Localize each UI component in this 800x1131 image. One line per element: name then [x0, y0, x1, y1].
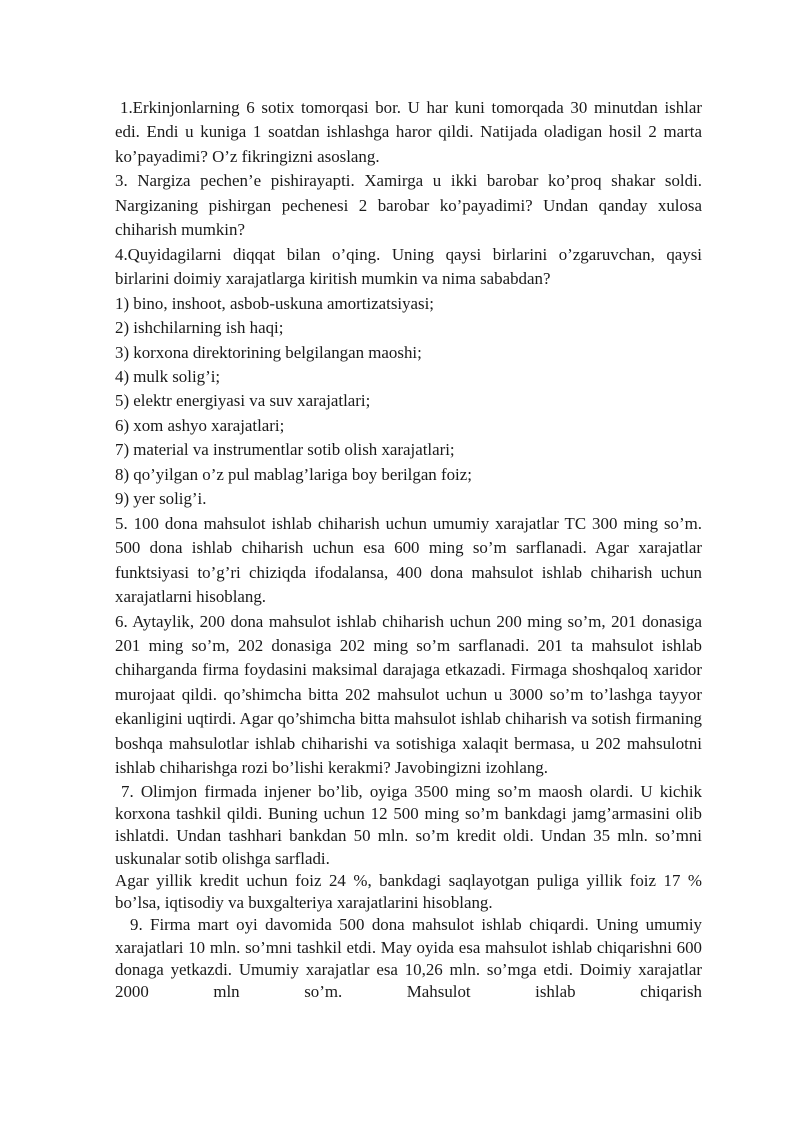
section-lower: [115, 781, 702, 1004]
paragraph-task-3: 3. Nargiza pechen’e pishirayapti. Xamirga u ikki barobar ko’proq shakar soldi. Nargizaning pishirgan pechenesi 2 barobar ko’payadimi? Undan qanday xulosa chiharish mumkin?: [115, 171, 702, 240]
paragraph-task-5: 5. 100 dona mahsulot ishlab chiharish uchun umumiy xarajatlar TC 300 ming so’m. 500 dona ishlab chiharish uchun esa 600 ming so’m sarflanadi. Agar xarajatlar funktsiyasi to’g’ri chiziqda ifodalansa, 400 dona mahsulot ishlab chiharish uchun xarajatlarni hisoblang.: [115, 513, 702, 607]
list-item-9: 9) yer solig’i.: [115, 489, 207, 509]
list-item-7: 7) material va instrumentlar sotib olish xarajatlari;: [115, 440, 455, 460]
section-upper: [115, 96, 702, 781]
paragraph-task-7-question: Agar yillik kredit uchun foiz 24 %, bankdagi saqlayotgan puliga yillik foiz 17 % bo’lsa, iqtisodiy va buxgalteriya xarajatlarini hisoblang.: [115, 870, 702, 913]
list-item-2: 2) ishchilarning ish haqi;: [115, 318, 284, 338]
list-item-5: 5) elektr energiyasi va suv xarajatlari;: [115, 391, 371, 411]
paragraph-task-9: 9. Firma mart oyi davomida 500 dona mahsulot ishlab chiqardi. Uning umumiy xarajatlari 10 mln. so’mni tashkil etdi. May oyida esa mahsulot ishlab chiqarishni 600 donaga yetkazdi. Umumiy xarajatlar esa 10,26 mln. so’mga etdi. Doimiy xarajatlar 2000 mln so’m. Mahsulot ishlab chiqarish: [115, 915, 702, 1002]
list-item-6: 6) xom ashyo xarajatlari;: [115, 415, 285, 435]
list-item-8: 8) qo’yilgan o’z pul mablag’lariga boy berilgan foiz;: [115, 464, 472, 484]
list-item-4: 4) mulk solig’i;: [115, 366, 221, 386]
paragraph-task-6: 6. Aytaylik, 200 dona mahsulot ishlab chiharish uchun 200 ming so’m, 201 donasiga 201 ming so’m, 202 donasiga 202 ming so’m sarflanadi. 201 ta mahsulot ishlab chiharganda firma foydasini maksimal darajaga etkazadi. Firmaga shoshqaloq xaridor murojaat qildi. qo’shimcha bitta 202 mahsulot uchun u 3000 so’m to’lashga tayyor ekanligini uqtirdi. Agar qo’shimcha bitta mahsulot ishlab chiharish va sotish firmaning boshqa mahsulotlar ishlab chiharishi va sotishiga xalaqit bermasa, u 202 mahsulotni ishlab chiharishga rozi bo’lishi kerakmi? Javobingizni izohlang.: [115, 611, 702, 778]
paragraph-task-4: 4.Quyidagilarni diqqat bilan o’qing. Uning qaysi birlarini o’zgaruvchan, qaysi birlarini doimiy xarajatlarga kiritish mumkin va nima sababdan?: [115, 244, 702, 289]
document-page: [115, 96, 702, 1004]
paragraph-task-7: 7. Olimjon firmada injener bo’lib, oyiga 3500 ming so’m maosh olardi. U kichik korxona tashkil qildi. Buning uchun 12 500 ming so’m bankdagi jamg’armasini olib ishlatdi. Undan tashhari bankdan 50 mln. so’m kredit oldi. Undan 35 mln. so’mni uskunalar sotib olishga sarfladi.: [115, 781, 702, 868]
list-item-3: 3) korxona direktorining belgilangan maoshi;: [115, 342, 422, 362]
list-item-1: 1) bino, inshoot, asbob-uskuna amortizatsiyasi;: [115, 293, 435, 313]
paragraph-task-1: 1.Erkinjonlarning 6 sotix tomorqasi bor. U har kuni tomorqada 30 minutdan ishlar edi. Endi u kuniga 1 soatdan ishlashga haror qildi. Natijada oladigan hosil 2 marta ko’payadimi? O’z fikringizni asoslang.: [115, 98, 702, 166]
